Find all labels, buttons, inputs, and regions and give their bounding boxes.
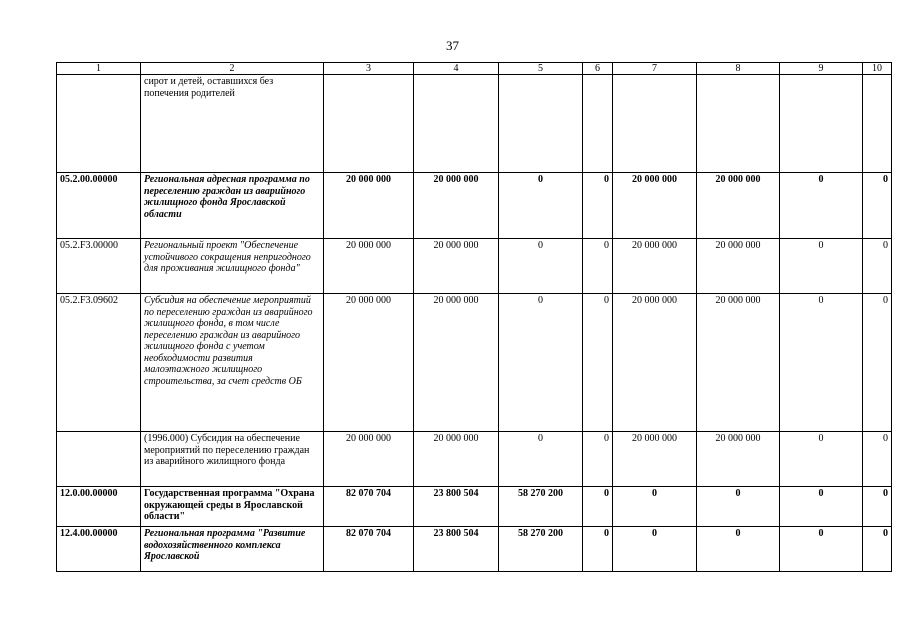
column-header: 9 [780, 63, 863, 75]
column-header: 7 [613, 63, 697, 75]
table-row [57, 239, 892, 294]
row-name: Государственная программа "Охрана окружающей среды в Ярославской области" [141, 487, 324, 527]
cell-col5: 0 [499, 239, 583, 294]
table-row [57, 527, 892, 572]
cell-col3: 20 000 000 [324, 294, 414, 432]
cell-col3: 20 000 000 [324, 432, 414, 487]
cell-col4: 20 000 000 [414, 239, 499, 294]
column-header: 4 [414, 63, 499, 75]
cell-col6: 0 [583, 487, 613, 527]
page-number: 37 [446, 38, 459, 53]
cell-col9: 0 [780, 239, 863, 294]
cell-col10: 0 [863, 432, 892, 487]
cell-col7: 20 000 000 [613, 239, 697, 294]
column-header: 6 [583, 63, 613, 75]
row-code: 05.2.F3.00000 [57, 239, 141, 294]
row-code: 12.4.00.00000 [57, 527, 141, 572]
header-row [57, 63, 892, 75]
cell-col8: 20 000 000 [697, 432, 780, 487]
cell-col8: 0 [697, 527, 780, 572]
cell-col6: 0 [583, 432, 613, 487]
cell-col6: 0 [583, 294, 613, 432]
cell-col8 [697, 75, 780, 173]
row-name: Региональная адресная программа по переселению граждан из аварийного жилищного фонда Ярославской области [141, 173, 324, 239]
table-row [57, 173, 892, 239]
cell-col10: 0 [863, 527, 892, 572]
cell-col8: 20 000 000 [697, 173, 780, 239]
cell-col9: 0 [780, 294, 863, 432]
cell-col9: 0 [780, 527, 863, 572]
column-header: 10 [863, 63, 892, 75]
cell-col6: 0 [583, 173, 613, 239]
cell-col4 [414, 75, 499, 173]
cell-col3 [324, 75, 414, 173]
budget-table [56, 62, 892, 572]
cell-col5: 0 [499, 173, 583, 239]
cell-col3: 20 000 000 [324, 239, 414, 294]
row-name: Региональная программа "Развитие водохозяйственного комплекса Ярославской [141, 527, 324, 572]
row-name: Региональный проект "Обеспечение устойчивого сокращения непригодного для проживания жилищного фонда" [141, 239, 324, 294]
column-header: 1 [57, 63, 141, 75]
cell-col4: 23 800 504 [414, 527, 499, 572]
cell-col10: 0 [863, 294, 892, 432]
cell-col6 [583, 75, 613, 173]
row-code: 05.2.00.00000 [57, 173, 141, 239]
cell-col5: 0 [499, 294, 583, 432]
cell-col10: 0 [863, 239, 892, 294]
column-header: 5 [499, 63, 583, 75]
cell-col8: 20 000 000 [697, 294, 780, 432]
cell-col4: 20 000 000 [414, 173, 499, 239]
row-name: Субсидия на обеспечение мероприятий по переселению граждан из аварийного жилищного фонда, в том числе переселению граждан из аварийного жилищного фонда с учетом необходимости развития малоэтажного жилищного строительства, за счет средств ОБ [141, 294, 324, 432]
cell-col4: 23 800 504 [414, 487, 499, 527]
column-header: 3 [324, 63, 414, 75]
row-code: 12.0.00.00000 [57, 487, 141, 527]
cell-col3: 82 070 704 [324, 487, 414, 527]
cell-col6: 0 [583, 239, 613, 294]
cell-col7: 20 000 000 [613, 432, 697, 487]
cell-col7: 20 000 000 [613, 294, 697, 432]
cell-col10 [863, 75, 892, 173]
cell-col9: 0 [780, 487, 863, 527]
cell-col10: 0 [863, 173, 892, 239]
cell-col7: 0 [613, 487, 697, 527]
cell-col7 [613, 75, 697, 173]
cell-col9 [780, 75, 863, 173]
table-row [57, 432, 892, 487]
cell-col3: 20 000 000 [324, 173, 414, 239]
cell-col9: 0 [780, 173, 863, 239]
cell-col4: 20 000 000 [414, 432, 499, 487]
row-code [57, 75, 141, 173]
cell-col8: 0 [697, 487, 780, 527]
row-code [57, 432, 141, 487]
cell-col7: 20 000 000 [613, 173, 697, 239]
cell-col8: 20 000 000 [697, 239, 780, 294]
cell-col4: 20 000 000 [414, 294, 499, 432]
column-header: 8 [697, 63, 780, 75]
column-header: 2 [141, 63, 324, 75]
cell-col9: 0 [780, 432, 863, 487]
table-row [57, 487, 892, 527]
table-row [57, 294, 892, 432]
cell-col5: 58 270 200 [499, 527, 583, 572]
cell-col7: 0 [613, 527, 697, 572]
table-row [57, 75, 892, 173]
row-name: сирот и детей, оставшихся без попечения родителей [141, 75, 324, 173]
cell-col10: 0 [863, 487, 892, 527]
cell-col6: 0 [583, 527, 613, 572]
cell-col5 [499, 75, 583, 173]
cell-col5: 0 [499, 432, 583, 487]
row-code: 05.2.F3.09602 [57, 294, 141, 432]
cell-col3: 82 070 704 [324, 527, 414, 572]
cell-col5: 58 270 200 [499, 487, 583, 527]
row-name: (1996.000) Субсидия на обеспечение мероприятий по переселению граждан из аварийного жилищного фонда [141, 432, 324, 487]
